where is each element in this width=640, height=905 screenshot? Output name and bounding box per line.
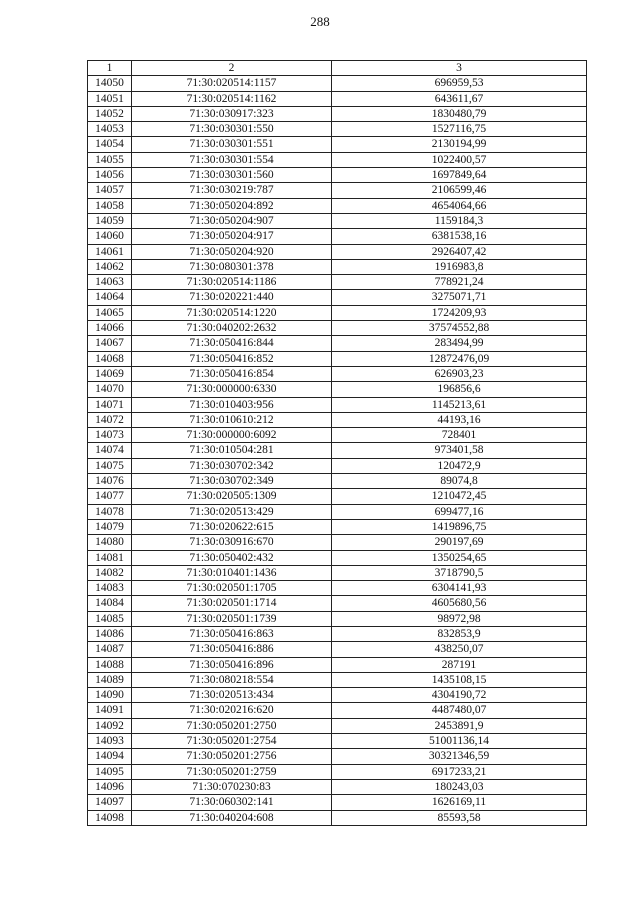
cadastral-value-cell: 626903,23 [332, 366, 587, 381]
row-number-cell: 14062 [88, 259, 132, 274]
cadastral-value-cell: 728401 [332, 428, 587, 443]
table-row [88, 168, 587, 183]
table-row [88, 657, 587, 672]
row-number-cell: 14075 [88, 458, 132, 473]
row-number-cell: 14076 [88, 474, 132, 489]
cadastral-number-cell: 71:30:040202:2632 [132, 321, 332, 336]
cadastral-value-cell: 6381538,16 [332, 229, 587, 244]
table-row [88, 795, 587, 810]
cadastral-number-cell: 71:30:010403:956 [132, 397, 332, 412]
cadastral-number-cell: 71:30:050416:844 [132, 336, 332, 351]
cadastral-number-cell: 71:30:010610:212 [132, 412, 332, 427]
cadastral-value-cell: 3275071,71 [332, 290, 587, 305]
cadastral-number-cell: 71:30:050204:920 [132, 244, 332, 259]
row-number-cell: 14066 [88, 321, 132, 336]
row-number-cell: 14069 [88, 366, 132, 381]
table-row [88, 596, 587, 611]
table-row [88, 366, 587, 381]
cadastral-value-cell: 4487480,07 [332, 703, 587, 718]
row-number-cell: 14070 [88, 382, 132, 397]
row-number-cell: 14085 [88, 611, 132, 626]
cadastral-value-cell: 44193,16 [332, 412, 587, 427]
cadastral-value-cell: 1350254,65 [332, 550, 587, 565]
table-row [88, 458, 587, 473]
cadastral-number-cell: 71:30:020501:1705 [132, 581, 332, 596]
row-number-cell: 14072 [88, 412, 132, 427]
table-row [88, 229, 587, 244]
row-number-cell: 14058 [88, 198, 132, 213]
table-row [88, 183, 587, 198]
cadastral-number-cell: 71:30:020622:615 [132, 519, 332, 534]
cadastral-number-cell: 71:30:010504:281 [132, 443, 332, 458]
table-row [88, 703, 587, 718]
cadastral-value-cell: 1435108,15 [332, 672, 587, 687]
row-number-cell: 14060 [88, 229, 132, 244]
cadastral-number-cell: 71:30:000000:6330 [132, 382, 332, 397]
page-number: 288 [310, 14, 330, 29]
table-row [88, 474, 587, 489]
row-number-cell: 14082 [88, 565, 132, 580]
cadastral-number-cell: 71:30:070230:83 [132, 779, 332, 794]
row-number-cell: 14071 [88, 397, 132, 412]
row-number-cell: 14053 [88, 122, 132, 137]
row-number-cell: 14057 [88, 183, 132, 198]
table-row [88, 489, 587, 504]
table-row [88, 718, 587, 733]
cadastral-value-cell: 12872476,09 [332, 351, 587, 366]
column-header-3: 3 [332, 61, 587, 76]
table-row [88, 321, 587, 336]
row-number-cell: 14092 [88, 718, 132, 733]
row-number-cell: 14079 [88, 519, 132, 534]
table-row [88, 106, 587, 121]
table-body [88, 76, 587, 826]
row-number-cell: 14098 [88, 810, 132, 825]
cadastral-value-cell: 973401,58 [332, 443, 587, 458]
cadastral-value-cell: 2926407,42 [332, 244, 587, 259]
cadastral-number-cell: 71:30:020514:1162 [132, 91, 332, 106]
cadastral-value-cell: 1626169,11 [332, 795, 587, 810]
table-row [88, 244, 587, 259]
table-row [88, 382, 587, 397]
row-number-cell: 14081 [88, 550, 132, 565]
table-row [88, 213, 587, 228]
table-row [88, 152, 587, 167]
table-header-row [88, 61, 587, 76]
table-row [88, 550, 587, 565]
table-row [88, 412, 587, 427]
cadastral-value-cell: 37574552,88 [332, 321, 587, 336]
table-row [88, 642, 587, 657]
cadastral-value-cell: 1022400,57 [332, 152, 587, 167]
column-header-1: 1 [88, 61, 132, 76]
table-row [88, 259, 587, 274]
row-number-cell: 14077 [88, 489, 132, 504]
cadastral-number-cell: 71:30:020513:434 [132, 688, 332, 703]
cadastral-number-cell: 71:30:020505:1309 [132, 489, 332, 504]
cadastral-number-cell: 71:30:080301:378 [132, 259, 332, 274]
cadastral-value-cell: 1210472,45 [332, 489, 587, 504]
cadastral-number-cell: 71:30:030301:554 [132, 152, 332, 167]
cadastral-value-cell: 30321346,59 [332, 749, 587, 764]
cadastral-number-cell: 71:30:080218:554 [132, 672, 332, 687]
row-number-cell: 14052 [88, 106, 132, 121]
cadastral-number-cell: 71:30:050416:852 [132, 351, 332, 366]
table-row [88, 810, 587, 825]
cadastral-value-cell: 196856,6 [332, 382, 587, 397]
cadastral-number-cell: 71:30:030702:349 [132, 474, 332, 489]
cadastral-number-cell: 71:30:050416:896 [132, 657, 332, 672]
cadastral-value-cell: 290197,69 [332, 535, 587, 550]
cadastral-value-cell: 6304141,93 [332, 581, 587, 596]
cadastral-number-cell: 71:30:050204:907 [132, 213, 332, 228]
cadastral-number-cell: 71:30:030301:551 [132, 137, 332, 152]
cadastral-number-cell: 71:30:010401:1436 [132, 565, 332, 580]
cadastral-value-cell: 120472,9 [332, 458, 587, 473]
cadastral-value-cell: 4654064,66 [332, 198, 587, 213]
cadastral-value-cell: 1697849,64 [332, 168, 587, 183]
cadastral-value-cell: 643611,67 [332, 91, 587, 106]
row-number-cell: 14074 [88, 443, 132, 458]
table-row [88, 672, 587, 687]
table-row [88, 519, 587, 534]
row-number-cell: 14086 [88, 626, 132, 641]
cadastral-value-cell: 1159184,3 [332, 213, 587, 228]
cadastral-value-cell: 832853,9 [332, 626, 587, 641]
cadastral-value-cell: 438250,07 [332, 642, 587, 657]
row-number-cell: 14094 [88, 749, 132, 764]
table-row [88, 76, 587, 91]
row-number-cell: 14087 [88, 642, 132, 657]
cadastral-number-cell: 71:30:030301:550 [132, 122, 332, 137]
table-row [88, 535, 587, 550]
row-number-cell: 14090 [88, 688, 132, 703]
cadastral-value-cell: 1830480,79 [332, 106, 587, 121]
cadastral-number-cell: 71:30:020501:1739 [132, 611, 332, 626]
table-row [88, 611, 587, 626]
cadastral-value-cell: 1145213,61 [332, 397, 587, 412]
row-number-cell: 14091 [88, 703, 132, 718]
row-number-cell: 14067 [88, 336, 132, 351]
cadastral-number-cell: 71:30:020513:429 [132, 504, 332, 519]
row-number-cell: 14096 [88, 779, 132, 794]
cadastral-number-cell: 71:30:030301:560 [132, 168, 332, 183]
cadastral-number-cell: 71:30:050416:854 [132, 366, 332, 381]
table-row [88, 504, 587, 519]
cadastral-number-cell: 71:30:000000:6092 [132, 428, 332, 443]
row-number-cell: 14078 [88, 504, 132, 519]
table-row [88, 443, 587, 458]
cadastral-number-cell: 71:30:020501:1714 [132, 596, 332, 611]
table-row [88, 565, 587, 580]
cadastral-value-cell: 6917233,21 [332, 764, 587, 779]
cadastral-value-cell: 98972,98 [332, 611, 587, 626]
table-row [88, 122, 587, 137]
row-number-cell: 14089 [88, 672, 132, 687]
cadastral-number-cell: 71:30:050201:2750 [132, 718, 332, 733]
table-row [88, 198, 587, 213]
cadastral-value-cell: 699477,16 [332, 504, 587, 519]
cadastral-number-cell: 71:30:050402:432 [132, 550, 332, 565]
table-row [88, 428, 587, 443]
cadastral-value-cell: 85593,58 [332, 810, 587, 825]
row-number-cell: 14050 [88, 76, 132, 91]
table-row [88, 626, 587, 641]
row-number-cell: 14095 [88, 764, 132, 779]
cadastral-number-cell: 71:30:030702:342 [132, 458, 332, 473]
cadastral-value-cell: 2453891,9 [332, 718, 587, 733]
cadastral-number-cell: 71:30:020216:620 [132, 703, 332, 718]
row-number-cell: 14056 [88, 168, 132, 183]
row-number-cell: 14064 [88, 290, 132, 305]
row-number-cell: 14061 [88, 244, 132, 259]
row-number-cell: 14059 [88, 213, 132, 228]
table-row [88, 290, 587, 305]
cadastral-number-cell: 71:30:020514:1220 [132, 305, 332, 320]
table-row [88, 688, 587, 703]
table-row [88, 779, 587, 794]
cadastral-number-cell: 71:30:050204:892 [132, 198, 332, 213]
row-number-cell: 14088 [88, 657, 132, 672]
row-number-cell: 14080 [88, 535, 132, 550]
cadastral-number-cell: 71:30:050204:917 [132, 229, 332, 244]
row-number-cell: 14054 [88, 137, 132, 152]
cadastral-number-cell: 71:30:020221:440 [132, 290, 332, 305]
table-row [88, 397, 587, 412]
cadastral-number-cell: 71:30:050416:886 [132, 642, 332, 657]
row-number-cell: 14068 [88, 351, 132, 366]
cadastral-number-cell: 71:30:050201:2756 [132, 749, 332, 764]
row-number-cell: 14073 [88, 428, 132, 443]
cadastral-number-cell: 71:30:030916:670 [132, 535, 332, 550]
cadastral-number-cell: 71:30:050201:2754 [132, 734, 332, 749]
row-number-cell: 14097 [88, 795, 132, 810]
cadastral-value-cell: 1419896,75 [332, 519, 587, 534]
cadastral-number-cell: 71:30:060302:141 [132, 795, 332, 810]
table-row [88, 734, 587, 749]
cadastral-value-table [87, 60, 587, 826]
cadastral-value-cell: 89074,8 [332, 474, 587, 489]
table-row [88, 336, 587, 351]
cadastral-number-cell: 71:30:050201:2759 [132, 764, 332, 779]
cadastral-value-cell: 1916983,8 [332, 259, 587, 274]
cadastral-value-cell: 283494,99 [332, 336, 587, 351]
cadastral-value-cell: 51001136,14 [332, 734, 587, 749]
cadastral-value-cell: 778921,24 [332, 275, 587, 290]
column-header-2: 2 [132, 61, 332, 76]
cadastral-value-cell: 4605680,56 [332, 596, 587, 611]
row-number-cell: 14055 [88, 152, 132, 167]
cadastral-number-cell: 71:30:030219:787 [132, 183, 332, 198]
row-number-cell: 14084 [88, 596, 132, 611]
row-number-cell: 14065 [88, 305, 132, 320]
row-number-cell: 14083 [88, 581, 132, 596]
row-number-cell: 14063 [88, 275, 132, 290]
cadastral-value-cell: 2106599,46 [332, 183, 587, 198]
row-number-cell: 14051 [88, 91, 132, 106]
row-number-cell: 14093 [88, 734, 132, 749]
table-row [88, 305, 587, 320]
cadastral-value-cell: 4304190,72 [332, 688, 587, 703]
cadastral-value-cell: 696959,53 [332, 76, 587, 91]
table-row [88, 581, 587, 596]
cadastral-number-cell: 71:30:050416:863 [132, 626, 332, 641]
cadastral-value-cell: 2130194,99 [332, 137, 587, 152]
table-row [88, 749, 587, 764]
cadastral-value-cell: 1527116,75 [332, 122, 587, 137]
table-row [88, 351, 587, 366]
cadastral-number-cell: 71:30:030917:323 [132, 106, 332, 121]
cadastral-number-cell: 71:30:020514:1157 [132, 76, 332, 91]
cadastral-number-cell: 71:30:040204:608 [132, 810, 332, 825]
table-row [88, 275, 587, 290]
table-row [88, 137, 587, 152]
cadastral-number-cell: 71:30:020514:1186 [132, 275, 332, 290]
cadastral-value-cell: 287191 [332, 657, 587, 672]
cadastral-value-cell: 1724209,93 [332, 305, 587, 320]
cadastral-value-cell: 180243,03 [332, 779, 587, 794]
table-row [88, 91, 587, 106]
table-row [88, 764, 587, 779]
cadastral-value-cell: 3718790,5 [332, 565, 587, 580]
